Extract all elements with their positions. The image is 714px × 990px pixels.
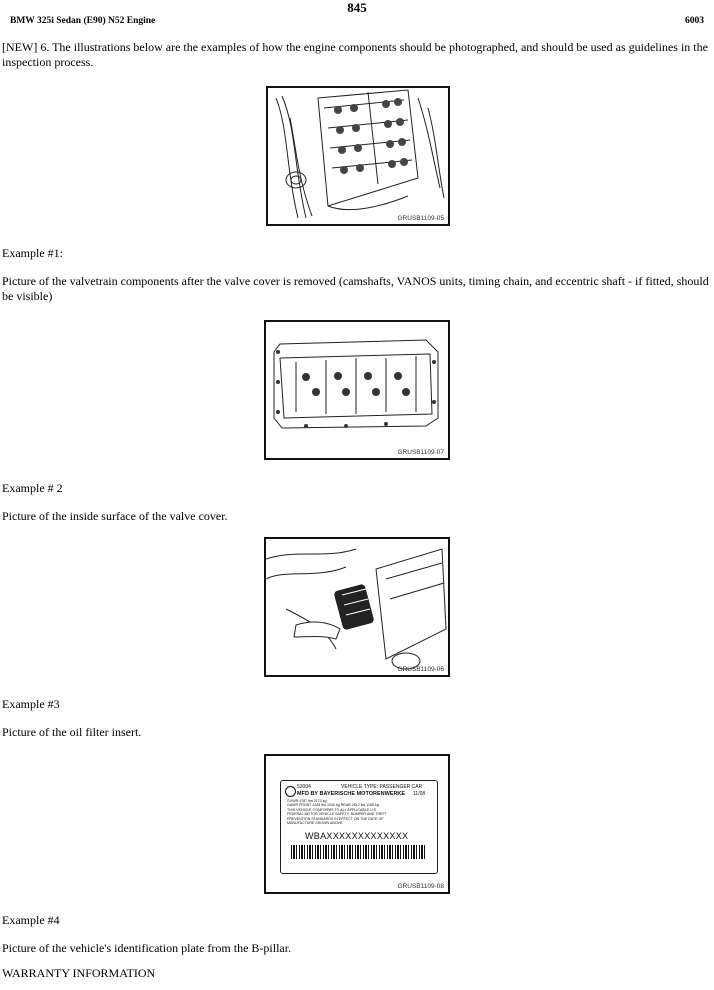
figure-id-plate bbox=[264, 754, 450, 894]
intro-paragraph: [NEW] 6. The illustrations below are the examples of how the engine components should be photographed, and should be used as guidelines in the inspection process. bbox=[2, 40, 708, 69]
bmw-logo-icon bbox=[285, 786, 296, 797]
figure-code: GRUSB1109-08 bbox=[397, 883, 444, 890]
example-1-label: Example #1: bbox=[2, 246, 63, 260]
example-1-description: Picture of the valvetrain components after the valve cover is removed (camshafts, VANOS units, timing chain, and eccentric shaft - if fitted, should be visible) bbox=[2, 274, 709, 303]
page-number: 845 bbox=[347, 0, 367, 15]
identification-plate bbox=[280, 780, 438, 874]
oil-filter-illustration bbox=[266, 539, 448, 675]
plate-line: GAWR FRONT 2284 lbs 1040 kg REAR 2612 lbs 1185 kg bbox=[287, 803, 379, 808]
document-code: 6003 bbox=[685, 16, 704, 26]
section-heading-warranty: WARRANTY INFORMATION bbox=[2, 966, 156, 980]
figure-code: GRUSB1109-07 bbox=[397, 449, 444, 456]
plate-line: PREVENTION STANDARDS IN EFFECT ON THE DATE OF bbox=[287, 816, 384, 821]
valve-cover-illustration bbox=[266, 322, 448, 458]
example-2-description: Picture of the inside surface of the valve cover. bbox=[2, 509, 228, 523]
example-3-label: Example #3 bbox=[2, 697, 60, 711]
figure-oil-filter bbox=[264, 537, 450, 677]
document-title: BMW 325i Sedan (E90) N52 Engine bbox=[10, 16, 156, 26]
figure-valvetrain bbox=[266, 86, 450, 226]
example-4-label: Example #4 bbox=[2, 913, 60, 927]
example-4-description: Picture of the vehicle's identification plate from the B-pillar. bbox=[2, 941, 292, 955]
plate-code: 53004 bbox=[297, 784, 311, 790]
plate-date: 11/08 bbox=[413, 791, 426, 797]
plate-line: FEDERAL MOTOR VEHICLE SAFETY, BUMPER AND THEFT bbox=[287, 812, 387, 817]
plate-line: GVWR 4787 lbs 2170 kg bbox=[287, 799, 327, 803]
figure-code: GRUSB1109-05 bbox=[397, 215, 444, 222]
plate-vin: WBAXXXXXXXXXXXXX bbox=[305, 831, 409, 841]
example-3-description: Picture of the oil filter insert. bbox=[2, 725, 142, 739]
barcode bbox=[291, 845, 425, 859]
plate-vehicle-type: VEHICLE TYPE: PASSENGER CAR bbox=[341, 784, 423, 790]
example-2-label: Example # 2 bbox=[2, 481, 63, 495]
plate-line: MANUFACTURE SHOWN ABOVE. bbox=[287, 821, 344, 826]
valvetrain-illustration bbox=[268, 88, 448, 224]
figure-valve-cover bbox=[264, 320, 450, 460]
figure-code: GRUSB1109-06 bbox=[397, 666, 444, 673]
plate-line: THIS VEHICLE CONFORMS TO ALL APPLICABLE U.S. bbox=[287, 807, 378, 812]
plate-manufacturer: MFD BY BAYERISCHE MOTORENWERKE bbox=[297, 791, 406, 797]
plate-small-print bbox=[287, 799, 427, 825]
